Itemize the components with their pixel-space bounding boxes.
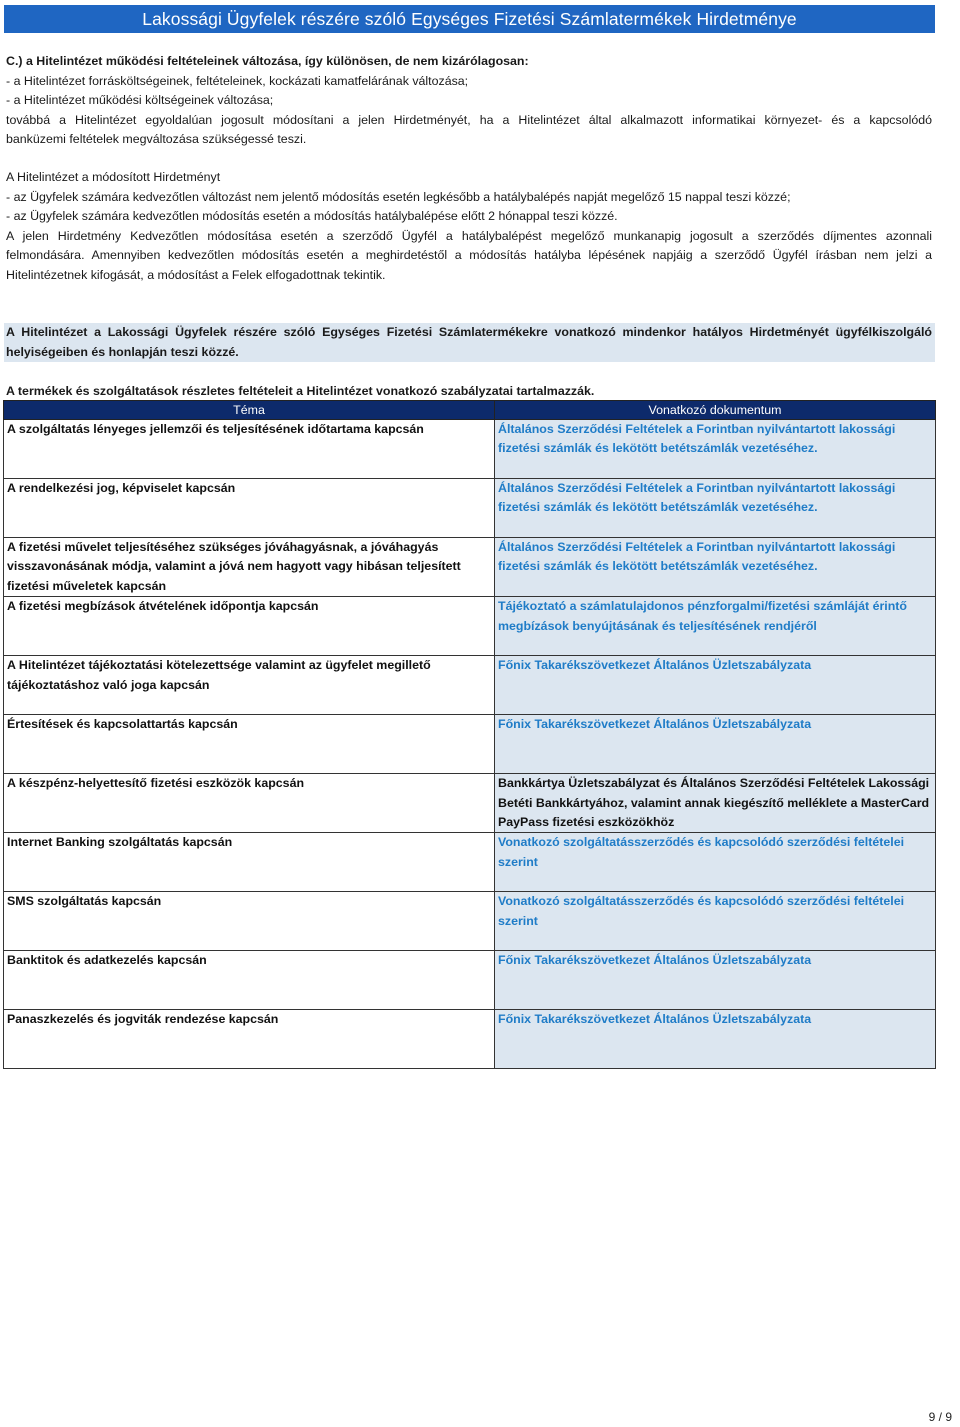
topic-cell: A fizetési megbízások átvételének időpontja kapcsán (4, 597, 495, 656)
document-link[interactable]: Főnix Takarékszövetkezet Általános Üzletszabályzata (495, 951, 936, 1010)
topic-cell: A szolgáltatás lényeges jellemzői és teljesítésének időtartama kapcsán (4, 420, 495, 479)
modification-intro: A Hitelintézet a módosított Hirdetményt (6, 170, 221, 184)
modification-text: A jelen Hirdetmény Kedvezőtlen módosítása esetén a szerződő Ügyfél a hatálybalépést megelőző munkanapig jogosult a szerződés díjmentes azonnali (6, 228, 932, 243)
document-link[interactable]: Tájékoztató a számlatulajdonos pénzforgalmi/fizetési számláját érintő megbízások benyújtásának és teljesítésének rendjéről (495, 597, 936, 656)
table-row (4, 715, 936, 774)
modification-section (6, 168, 932, 285)
table-row (4, 597, 936, 656)
table-row (4, 1010, 936, 1069)
document-link[interactable]: Főnix Takarékszövetkezet Általános Üzletszabályzata (495, 715, 936, 774)
topic-cell: Panaszkezelés és jogviták rendezése kapcsán (4, 1010, 495, 1069)
topic-cell: A készpénz-helyettesítő fizetési eszközök kapcsán (4, 774, 495, 833)
page-number: 9 / 9 (928, 1410, 952, 1424)
table-row (4, 656, 936, 715)
column-header-document: Vonatkozó dokumentum (495, 401, 936, 420)
topic-cell: SMS szolgáltatás kapcsán (4, 892, 495, 951)
modification-item: - az Ügyfelek számára kedvezőtlen módosítás esetén a módosítás hatálybalépése előtt 2 hónappal teszi közzé. (6, 209, 618, 223)
document-link[interactable]: Vonatkozó szolgáltatásszerződés és kapcsolódó szerződési feltételei szerint (495, 892, 936, 951)
table-row (4, 774, 936, 833)
topic-cell: A Hitelintézet tájékoztatási kötelezettsége valamint az ügyfelet megillető tájékoztatáshoz való joga kapcsán (4, 656, 495, 715)
products-note-text: A termékek és szolgáltatások részletes feltételeit a Hitelintézet vonatkozó szabályzatai tartalmazzák. (6, 384, 595, 398)
topic-cell: Értesítések és kapcsolattartás kapcsán (4, 715, 495, 774)
publication-notice (4, 323, 935, 362)
table-row (4, 833, 936, 892)
table-row (4, 892, 936, 951)
section-c-continuation: továbbá a Hitelintézet egyoldalúan jogosult módosítani a jelen Hirdetményét, ha a Hitelintézet által alkalmazott informatikai környezet- és a kapcsolódó (6, 112, 932, 127)
column-header-topic: Téma (4, 401, 495, 420)
document-link[interactable]: Általános Szerződési Feltételek a Forintban nyilvántartott lakossági fizetési számlák és lekötött betétszámlák vezetéséhez. (495, 479, 936, 538)
section-c-heading: C.) a Hitelintézet működési feltételeinek változása, így különösen, de nem kizárólagosan: (6, 54, 529, 68)
table-row (4, 479, 936, 538)
section-c-item: - a Hitelintézet működési költségeinek változása; (6, 93, 274, 107)
table-row (4, 951, 936, 1010)
section-c-item: - a Hitelintézet forrásköltségeinek, feltételeinek, kockázati kamatfelárának változása; (6, 73, 469, 88)
document-text: Bankkártya Üzletszabályzat és Általános Szerződési Feltételek Lakossági Betéti Bankkártyához, valamint annak kiegészítő melléklete a MasterCard PayPass fizetési eszközökhöz (495, 774, 936, 833)
document-link[interactable]: Általános Szerződési Feltételek a Forintban nyilvántartott lakossági fizetési számlák és lekötött betétszámlák vezetéséhez. (495, 538, 936, 597)
topic-cell: A fizetési művelet teljesítéséhez szükséges jóváhagyásnak, a jóváhagyás visszavonásának módja, valamint a jóvá nem hagyott vagy hibásan teljesített fizetési műveletek kapcsán (4, 538, 495, 597)
document-link[interactable]: Vonatkozó szolgáltatásszerződés és kapcsolódó szerződési feltételei szerint (495, 833, 936, 892)
modification-item: - az Ügyfelek számára kedvezőtlen változást nem jelentő módosítás esetén legkésőbb a hatálybalépés napját megelőző 15 nappal teszi közzé; (6, 189, 791, 204)
publication-notice-line: helyiségeiben és honlapján teszi közzé. (6, 344, 239, 359)
section-c (6, 52, 932, 150)
topic-cell: Banktitok és adatkezelés kapcsán (4, 951, 495, 1010)
topic-cell: Internet Banking szolgáltatás kapcsán (4, 833, 495, 892)
section-c-continuation: banküzemi feltételek megváltozása szükségessé teszi. (6, 132, 307, 146)
document-link[interactable]: Főnix Takarékszövetkezet Általános Üzletszabályzata (495, 1010, 936, 1069)
publication-notice-line: A Hitelintézet a Lakossági Ügyfelek részére szóló Egységes Fizetési Számlatermékekre vonatkozó mindenkor hatályos Hirdetményét ügyfélkiszolgáló (6, 325, 932, 339)
document-link[interactable]: Általános Szerződési Feltételek a Forintban nyilvántartott lakossági fizetési számlák és lekötött betétszámlák vezetéséhez. (495, 420, 936, 479)
page-title: Lakossági Ügyfelek részére szóló Egységes Fizetési Számlatermékek Hirdetménye (4, 5, 935, 33)
document-link[interactable]: Főnix Takarékszövetkezet Általános Üzletszabályzata (495, 656, 936, 715)
table-header-row (4, 401, 936, 420)
table-row (4, 420, 936, 479)
documents-table (3, 400, 936, 1069)
products-note (6, 382, 932, 402)
modification-text: felmondására. Amennyiben kedvezőtlen módosítás esetén a meghirdetéstől a módosítás hatályba lépésének napjáig a szerződő Ügyfél írásban nem jelzi a (6, 248, 932, 262)
modification-text: Hitelintézetnek kifogását, a módosítást a Felek elfogadottnak tekintik. (6, 267, 386, 282)
topic-cell: A rendelkezési jog, képviselet kapcsán (4, 479, 495, 538)
table-row (4, 538, 936, 597)
